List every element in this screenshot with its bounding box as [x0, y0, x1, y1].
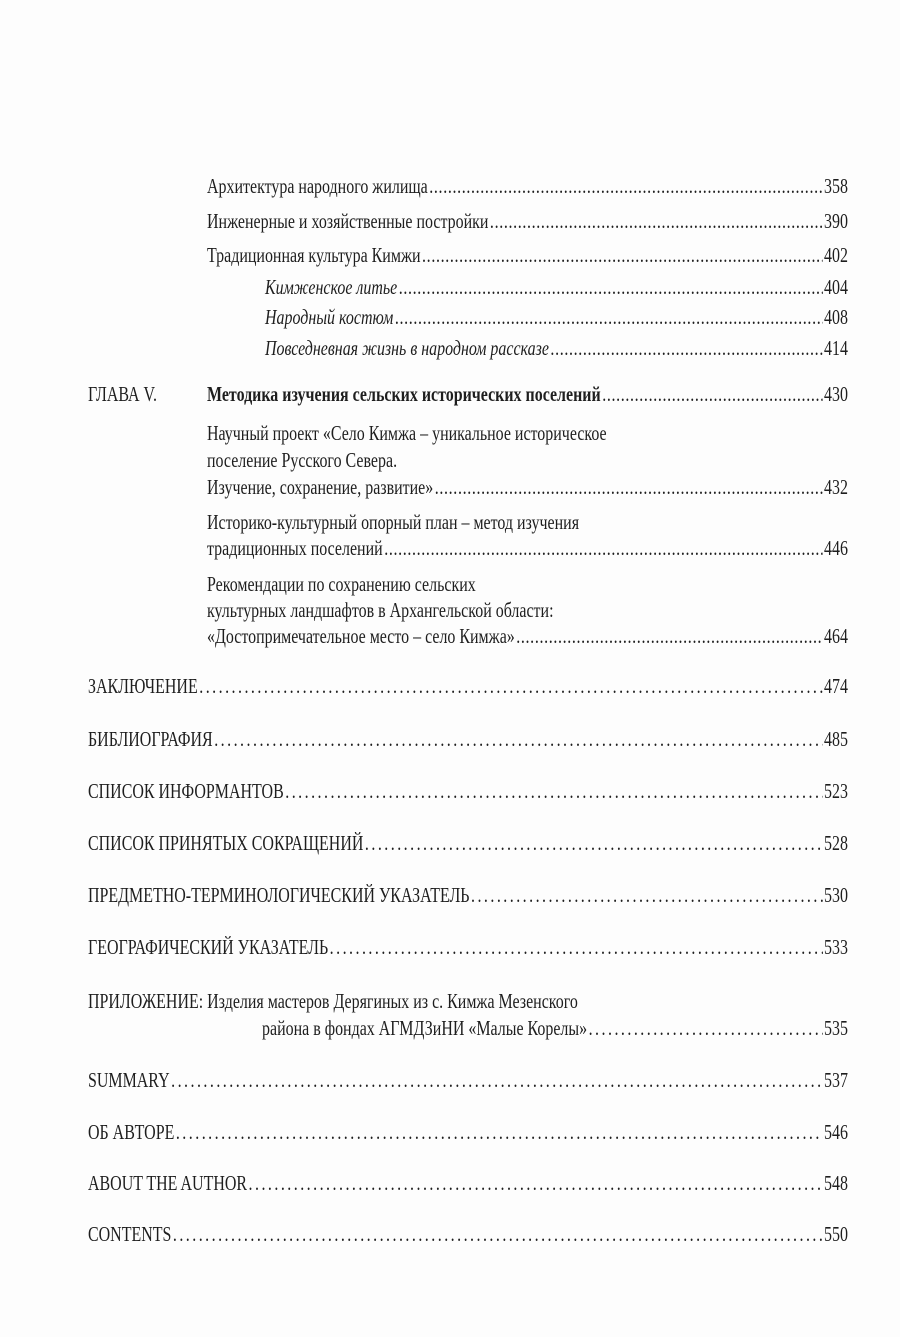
page-number[interactable]: 533 — [824, 935, 848, 959]
toc-part-title[interactable]: ГЕОГРАФИЧЕСКИЙ УКАЗАТЕЛЬ — [88, 935, 329, 959]
toc-part-title[interactable]: ПРЕДМЕТНО-ТЕРМИНОЛОГИЧЕСКИЙ УКАЗАТЕЛЬ — [88, 883, 470, 907]
toc-part-title[interactable]: ОБ АВТОРЕ — [88, 1120, 175, 1144]
toc-entry-line — [207, 597, 900, 623]
toc-entry-line — [207, 623, 900, 649]
toc-entry-line — [207, 173, 900, 199]
page-number[interactable]: 523 — [824, 779, 848, 803]
dot-leader — [199, 673, 822, 699]
dot-leader — [249, 1170, 823, 1196]
dot-leader — [214, 726, 822, 752]
toc-entry-line — [88, 673, 900, 699]
page-number[interactable]: 358 — [824, 174, 848, 198]
toc-entry-line — [262, 1015, 900, 1041]
toc-entry-line — [265, 335, 900, 361]
page-number[interactable]: 550 — [824, 1222, 848, 1246]
toc-section-title[interactable]: поселение Русского Севера. — [207, 448, 398, 472]
page-number[interactable]: 548 — [824, 1171, 848, 1195]
toc-entry-line — [88, 988, 900, 1014]
dot-leader — [516, 623, 822, 649]
dot-leader — [173, 1221, 823, 1247]
dot-leader — [176, 1119, 823, 1145]
page-number[interactable]: 404 — [824, 275, 848, 299]
toc-part-title[interactable]: СПИСОК ПРИНЯТЫХ СОКРАЩЕНИЙ — [88, 831, 364, 855]
page-number[interactable]: 528 — [824, 831, 848, 855]
toc-entry-line — [207, 242, 900, 268]
dot-leader — [429, 173, 822, 199]
dot-leader — [471, 882, 823, 908]
toc-entry-line — [207, 571, 900, 597]
toc-entry-line — [265, 274, 900, 300]
dot-leader — [550, 335, 822, 361]
toc-part-title[interactable]: ПРИЛОЖЕНИЕ: Изделия мастеров Дерягиных из с. Кимжа Мезенского — [88, 989, 578, 1013]
page-number[interactable]: 432 — [824, 475, 848, 499]
page-number[interactable]: 414 — [824, 336, 848, 360]
dot-leader — [399, 274, 823, 300]
page-number[interactable]: 402 — [824, 243, 848, 267]
toc-entry-line — [88, 934, 900, 960]
toc-entry-line — [88, 830, 900, 856]
page-number[interactable]: 430 — [824, 382, 848, 406]
page-number[interactable]: 546 — [824, 1120, 848, 1144]
toc-entry-line — [88, 1170, 900, 1196]
toc-entry-line — [88, 778, 900, 804]
toc-entry-line — [265, 304, 900, 330]
page-number[interactable]: 535 — [824, 1016, 848, 1040]
toc-entry-line — [88, 882, 900, 908]
toc-section-title[interactable]: Рекомендации по сохранению сельских — [207, 572, 476, 596]
toc-entry-line — [88, 1119, 900, 1145]
toc-entry-line — [88, 1221, 900, 1247]
toc-entry-line — [207, 420, 900, 446]
dot-leader — [171, 1067, 822, 1093]
dot-leader — [395, 304, 823, 330]
toc-entry-line — [88, 1067, 900, 1093]
toc-part-title[interactable]: БИБЛИОГРАФИЯ — [88, 727, 213, 751]
toc-part-title[interactable]: SUMMARY — [88, 1068, 170, 1092]
dot-leader — [435, 474, 823, 500]
dot-leader — [365, 830, 823, 856]
toc-entry-line — [88, 726, 900, 752]
toc-section-title[interactable]: «Достопримечательное место – село Кимжа» — [207, 624, 515, 648]
dot-leader — [285, 778, 822, 804]
toc-section-title[interactable]: Изучение, сохранение, развитие» — [207, 475, 434, 499]
toc-entry-line — [207, 509, 900, 535]
toc-section-title[interactable]: культурных ландшафтов в Архангельской области: — [207, 598, 554, 622]
dot-leader — [330, 934, 823, 960]
page-number[interactable]: 446 — [824, 536, 848, 560]
toc-part-title[interactable]: ЗАКЛЮЧЕНИЕ — [88, 674, 198, 698]
dot-leader — [490, 208, 823, 234]
page-number[interactable]: 530 — [824, 883, 848, 907]
toc-section-title[interactable]: Научный проект «Село Кимжа – уникальное историческое — [207, 421, 607, 445]
toc-section-title[interactable]: Историко-культурный опорный план – метод изучения — [207, 510, 580, 534]
page-number[interactable]: 474 — [824, 674, 848, 698]
toc-entry-line — [207, 447, 900, 473]
toc-section-title[interactable]: Традиционная культура Кимжи — [207, 243, 421, 267]
toc-entry-line — [207, 535, 900, 561]
toc-subsection-title[interactable]: Повседневная жизнь в народном рассказе — [265, 336, 549, 360]
toc-part-title[interactable]: ABOUT THE AUTHOR — [88, 1171, 248, 1195]
page-number[interactable]: 408 — [824, 305, 848, 329]
page-number[interactable]: 537 — [824, 1068, 848, 1092]
toc-section-title[interactable]: Методика изучения сельских исторических поселений — [207, 382, 601, 406]
toc-part-title[interactable]: CONTENTS — [88, 1222, 172, 1246]
dot-leader — [384, 535, 822, 561]
toc-entry-line — [207, 208, 900, 234]
page-number[interactable]: 485 — [824, 727, 848, 751]
toc-section-title[interactable]: Архитектура народного жилища — [207, 174, 428, 198]
toc-entry-line — [207, 381, 900, 407]
toc-subsection-title[interactable]: Народный костюм — [265, 305, 394, 329]
toc-part-title[interactable]: района в фондах АГМДЗиНИ «Малые Корелы» — [262, 1016, 588, 1040]
toc-part-title[interactable]: СПИСОК ИНФОРМАНТОВ — [88, 779, 284, 803]
dot-leader — [589, 1015, 823, 1041]
toc-section-title[interactable]: Инженерные и хозяйственные постройки — [207, 209, 489, 233]
toc-entry-line — [207, 474, 900, 500]
chapter-label: ГЛАВА V. — [88, 382, 157, 406]
page-number[interactable]: 464 — [824, 624, 848, 648]
page-number[interactable]: 390 — [824, 209, 848, 233]
toc-section-title[interactable]: традиционных поселений — [207, 536, 383, 560]
dot-leader — [602, 381, 822, 407]
toc-subsection-title[interactable]: Кимженское литье — [265, 275, 398, 299]
dot-leader — [422, 242, 822, 268]
